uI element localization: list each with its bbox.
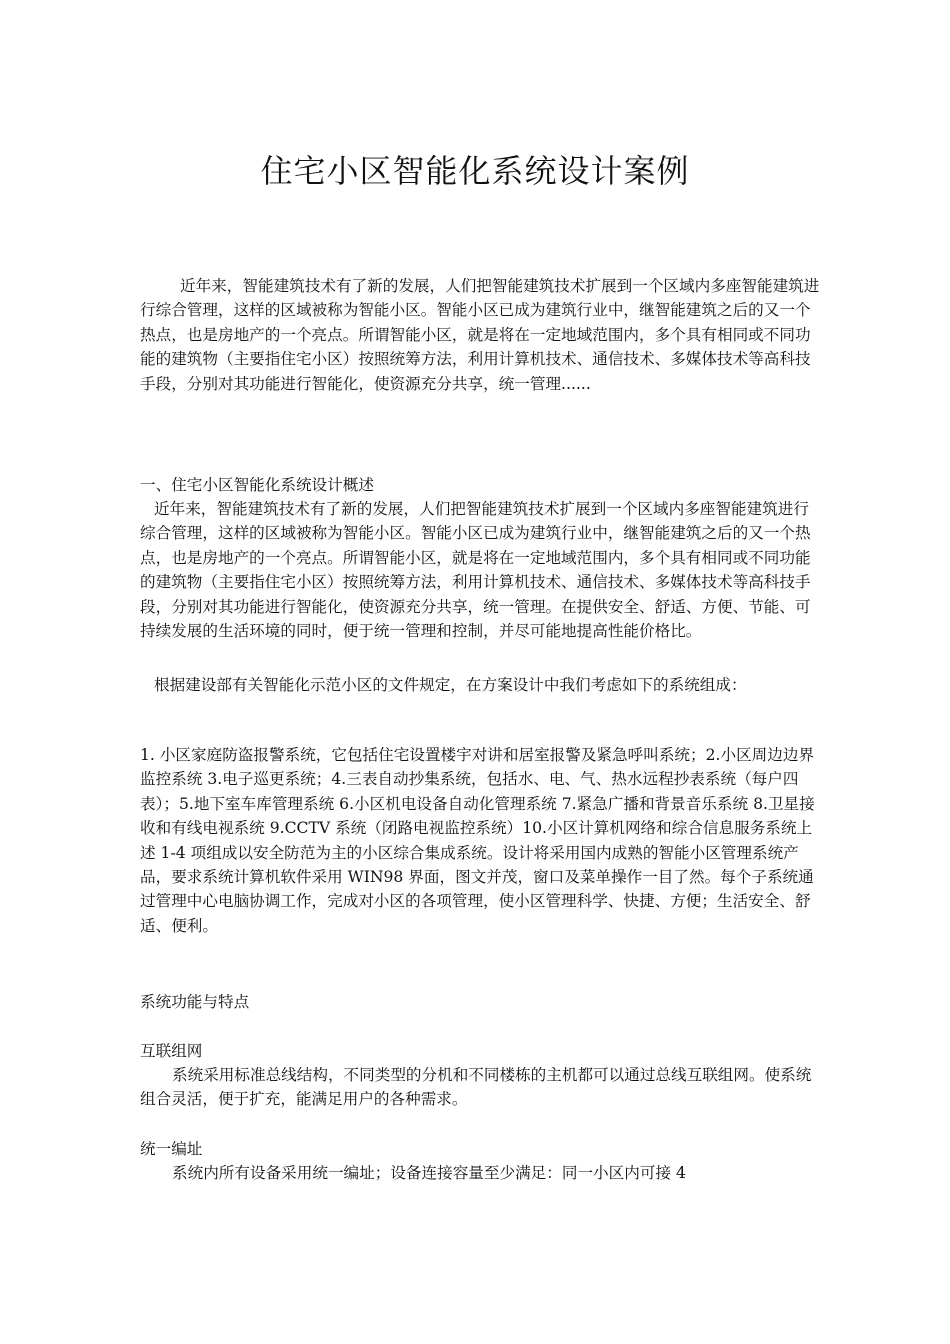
- document-title: 住宅小区智能化系统设计案例: [260, 152, 690, 190]
- networking-heading: 互联组网: [140, 1042, 203, 1060]
- system-list-paragraph: 1. 小区家庭防盗报警系统，它包括住宅设置楼宇对讲和居室报警及紧急呼叫系统；2.小区周边边界监控系统 3.电子巡更系统；4.三表自动抄集系统，包括水、电、气、热水远程抄表系统（每户四表）；5.地下室车库管理系统 6.小区机电设备自动化管理系统 7.紧急广播和背景音乐系统 8.卫星接收和有线电视系统 9.CCTV 系统（闭路电视监控系统）10.小区计算机网络和综合信息服务系统上述 1-4 项组成以安全防范为主的小区综合集成系统。设计将采用国内成熟的智能小区管理系统产品，要求系统计算机软件采用 WIN98 界面，图文并茂，窗口及菜单操作一目了然。每个子系统通过管理中心电脑协调工作，完成对小区的各项管理，使小区管理科学、快捷、方便；生活安全、舒适、便利。: [140, 746, 815, 935]
- features-heading: 系统功能与特点: [140, 993, 250, 1011]
- section1-heading: 一、住宅小区智能化系统设计概述: [140, 476, 374, 494]
- intro-paragraph: 近年来，智能建筑技术有了新的发展，人们把智能建筑技术扩展到一个区域内多座智能建筑进行综合管理，这样的区域被称为智能小区。智能小区已成为建筑行业中，继智能建筑之后的又一个热点，也是房地产的一个亮点。所谓智能小区，就是将在一定地域范围内，多个具有相同或不同功能的建筑物（主要指住宅小区）按照统筹方法，利用计算机技术、通信技术、多媒体技术等高科技手段，分别对其功能进行智能化，使资源充分共享，统一管理......: [140, 277, 820, 393]
- networking-paragraph: 系统采用标准总线结构，不同类型的分机和不同楼栋的主机都可以通过总线互联组网。使系统组合灵活，便于扩充，能满足用户的各种需求。: [140, 1066, 812, 1109]
- addressing-paragraph: 系统内所有设备采用统一编址；设备连接容量至少满足：同一小区内可接 4: [172, 1164, 686, 1182]
- section1-paragraph-1: 近年来，智能建筑技术有了新的发展，人们把智能建筑技术扩展到一个区域内多座智能建筑进行综合管理，这样的区域被称为智能小区。智能小区已成为建筑行业中，继智能建筑之后的又一个热点，也是房地产的一个亮点。所谓智能小区，就是将在一定地域范围内，多个具有相同或不同功能的建筑物（主要指住宅小区）按照统筹方法，利用计算机技术、通信技术、多媒体技术等高科技手段，分别对其功能进行智能化，使资源充分共享，统一管理。在提供安全、舒适、方便、节能、可持续发展的生活环境的同时，便于统一管理和控制，并尽可能地提高性能价格比。: [140, 500, 811, 641]
- section1-paragraph-2: 根据建设部有关智能化示范小区的文件规定，在方案设计中我们考虑如下的系统组成：: [154, 676, 747, 694]
- addressing-heading: 统一编址: [140, 1140, 203, 1158]
